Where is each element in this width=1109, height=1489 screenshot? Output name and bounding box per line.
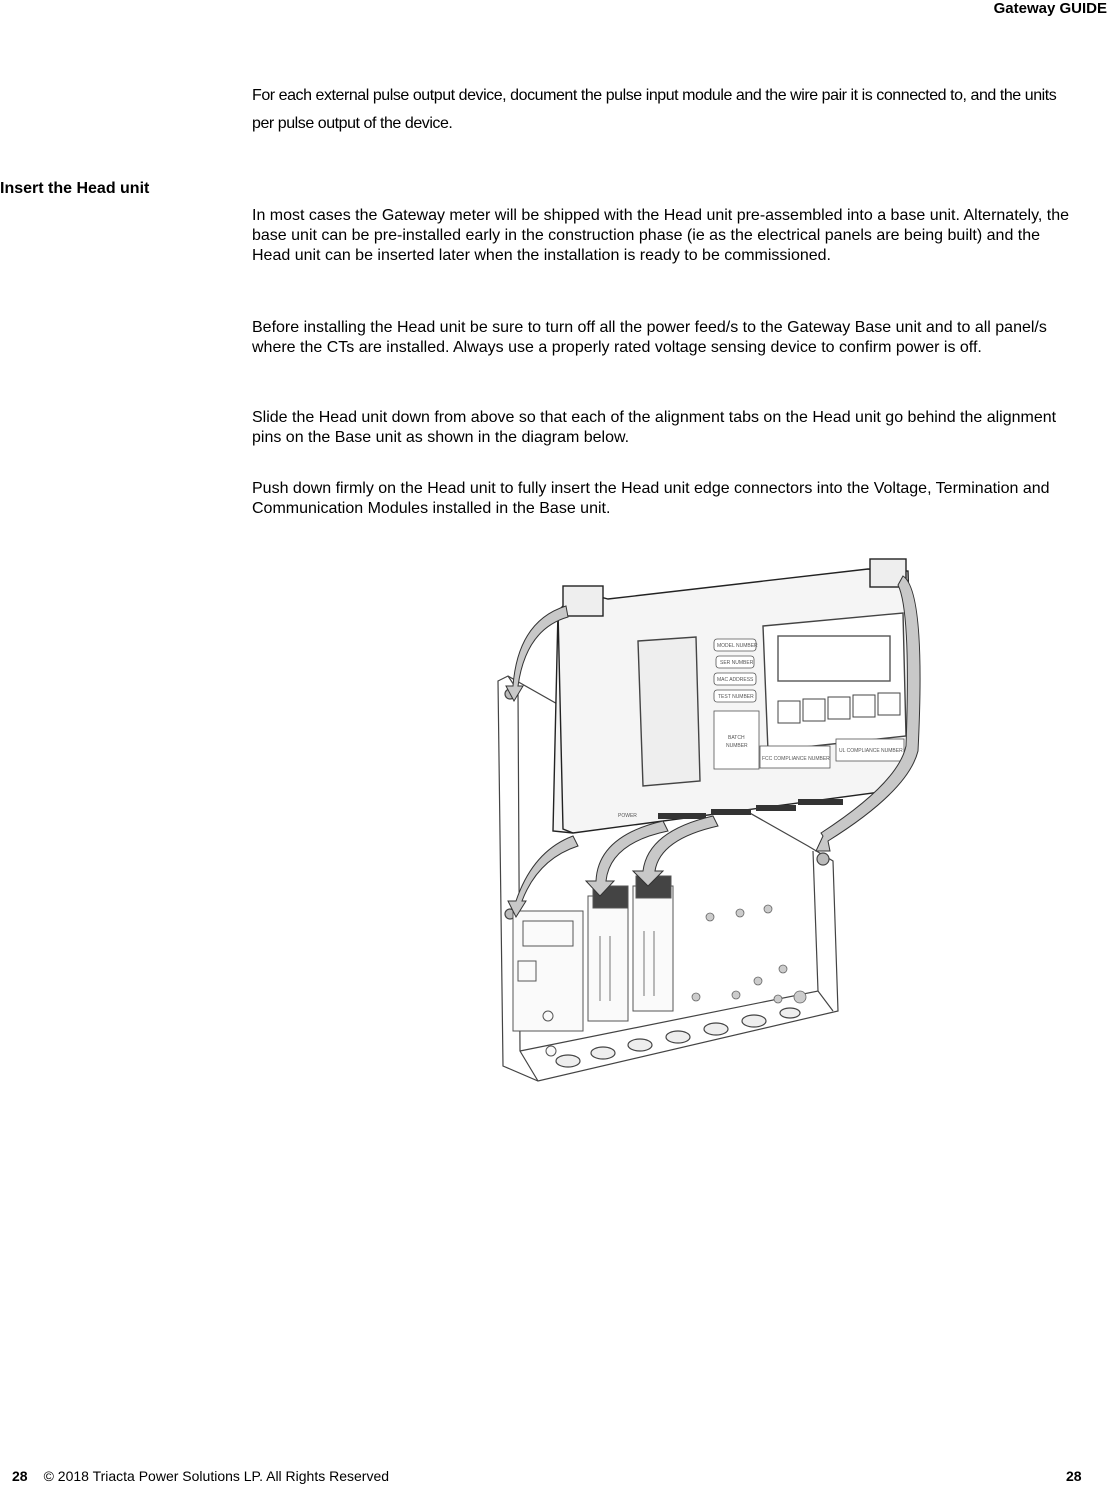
- footer-page-number-right: 28: [1066, 1468, 1082, 1484]
- head-unit-insertion-diagram: [478, 551, 938, 1091]
- header-title: Gateway GUIDE: [993, 0, 1107, 17]
- label-ser-number: SER NUMBER: [720, 660, 754, 666]
- label-ul-compliance: UL COMPLIANCE NUMBER: [839, 748, 903, 754]
- down-button: [803, 699, 825, 721]
- alignment-tab-left: [563, 586, 603, 616]
- menu-button: [878, 693, 900, 715]
- label-test-number: TEST NUMBER: [718, 694, 754, 700]
- footer-copyright: © 2018 Triacta Power Solutions LP. All Rights Reserved: [43, 1468, 390, 1484]
- label-model-number: MODEL NUMBER: [717, 643, 758, 649]
- body-paragraph-1: In most cases the Gateway meter will be shipped with the Head unit pre-assembled into a base unit. Alternately, the base unit can be pre-installed early in the construction phase (ie as the electrical panels are being built) and the Head unit can be inserted later when the installation is ready to be commissioned.: [252, 207, 1070, 264]
- body-paragraph-3: Slide the Head unit down from above so that each of the alignment tabs on the Head unit go behind the alignment pins on the Base unit as shown in the diagram below.: [252, 409, 1057, 446]
- left-button: [828, 697, 850, 719]
- footer-page-number-left: 28: [12, 1468, 28, 1484]
- footer-left: [12, 1468, 389, 1484]
- up-button: [778, 701, 800, 723]
- label-fcc-compliance: FCC COMPLIANCE NUMBER: [762, 756, 830, 762]
- label-power: POWER: [618, 813, 637, 819]
- section-heading: Insert the Head unit: [0, 180, 150, 197]
- label-batch: BATCH: [728, 735, 745, 741]
- label-batch-number: NUMBER: [726, 743, 748, 749]
- alignment-pin-right: [817, 853, 829, 865]
- intro-paragraph: For each external pulse output device, document the pulse input module and the wire pair it is connected to, and the units per pulse output of the device.: [252, 87, 1057, 132]
- body-paragraph-2: Before installing the Head unit be sure to turn off all the power feed/s to the Gateway Base unit and to all panel/s where the CTs are installed. Always use a properly rated voltage sensing device to confirm power is off.: [252, 319, 1047, 356]
- right-button: [853, 695, 875, 717]
- body-paragraph-4: Push down firmly on the Head unit to fully insert the Head unit edge connectors into the Voltage, Termination and Communication Modules installed in the Base unit.: [252, 480, 1050, 517]
- label-mac-address: MAC ADDRESS: [717, 677, 754, 683]
